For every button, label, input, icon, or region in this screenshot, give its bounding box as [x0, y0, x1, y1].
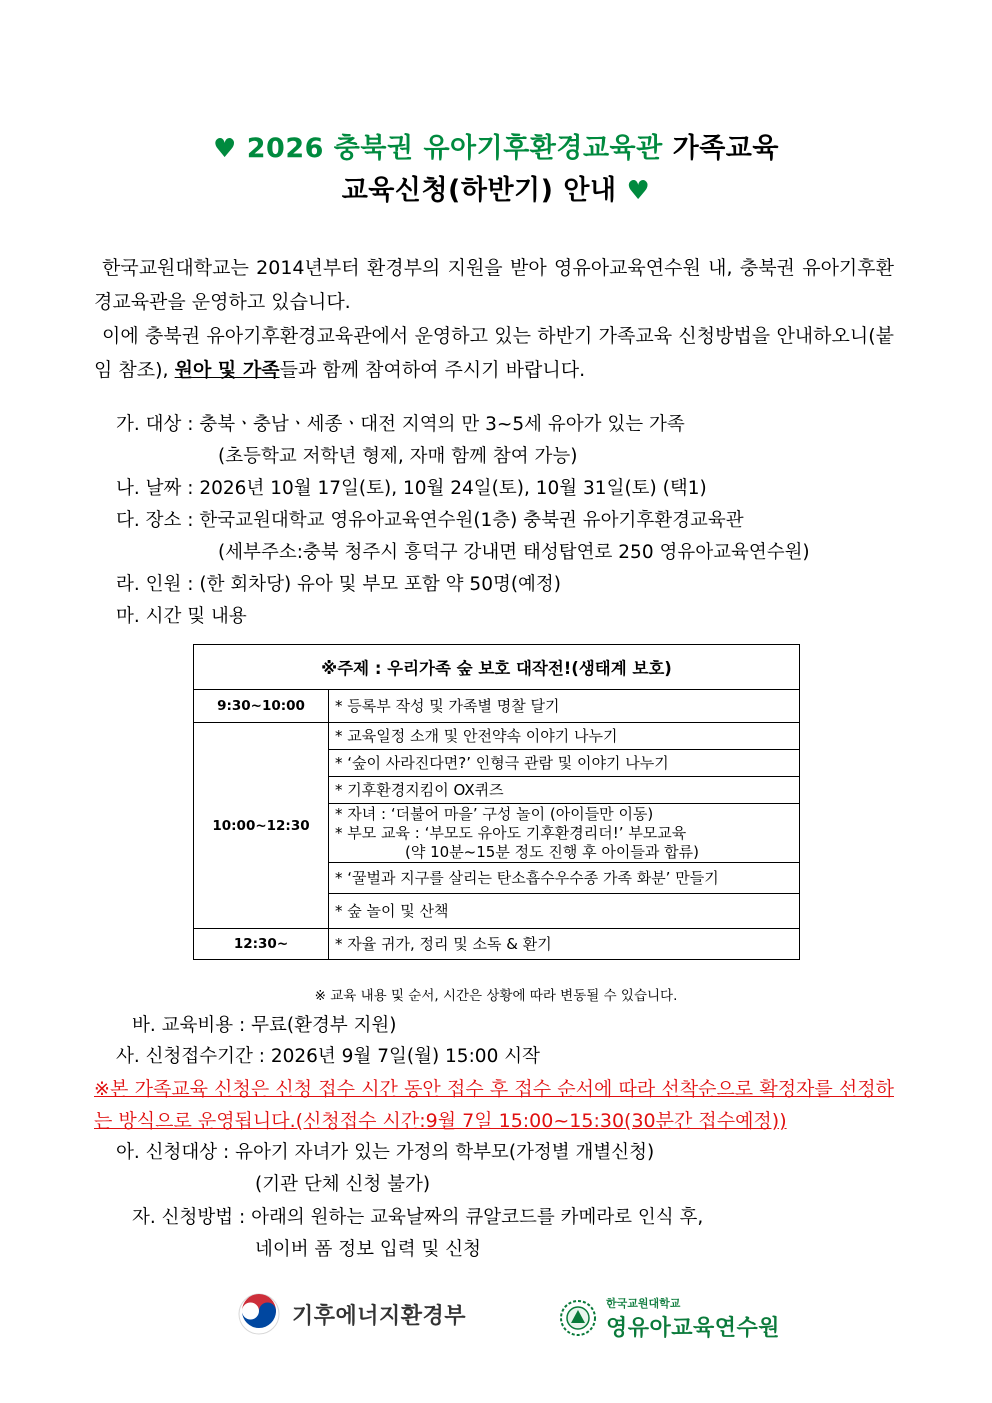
- intro-paragraph-2: [94, 319, 894, 387]
- warning-notice: ※본 가족교육 신청은 신청 접수 시간 동안 접수 후 접수 순서에 따라 선착순으로 확정자를 선정하는 방식으로 운영됩니다.(신청접수 시간:9월 7일 15:00~15:30(30분간 접수예정)): [94, 1078, 894, 1132]
- schedule-header: ※주제 : 우리가족 숲 보호 대작전!(생태계 보호): [194, 645, 800, 690]
- heart-icon: ♥: [213, 134, 237, 164]
- item-date: 나. 날짜 : 2026년 10월 17일(토), 10월 24일(토), 10월 31일(토) (택1): [116, 478, 707, 499]
- item-target-sub: (초등학교 저학년 형제, 자매 함께 참여 가능): [218, 446, 578, 467]
- ministry-logo: [236, 1290, 466, 1338]
- activity-cell: * 기후환경지킴이 OX퀴즈: [329, 777, 800, 804]
- schedule-table: [193, 644, 800, 960]
- activity-cell: * ‘숲이 사라진다면?’ 인형극 관람 및 이야기 나누기: [329, 750, 800, 777]
- intro-text-2b: 들과 함께 참여하여 주시기 바랍니다.: [279, 359, 586, 381]
- activity-cell: [329, 804, 800, 863]
- institute-emblem-icon: [558, 1298, 598, 1338]
- institute-univ-name: 한국교원대학교: [606, 1296, 681, 1310]
- item-apply-method: 자. 신청방법 : 아래의 원하는 교육날짜의 큐알코드를 카메라로 인식 후,: [132, 1207, 704, 1228]
- title-subtitle: 교육신청(하반기) 안내: [341, 175, 617, 206]
- item-apply-target: 아. 신청대상 : 유아기 자녀가 있는 가정의 학부모(가정별 개별신청): [116, 1142, 655, 1163]
- item-place-sub: (세부주소:충북 청주시 흥덕구 강내면 태성탑연로 250 영유아교육연수원): [218, 542, 810, 563]
- time-cell: 10:00~12:30: [194, 723, 329, 929]
- title-black-text: 가족교육: [672, 133, 779, 164]
- activity-line: * 자녀 : ‘더불어 마을’ 구성 놀이 (아이들만 이동): [335, 804, 654, 823]
- time-cell: 9:30~10:00: [194, 690, 329, 723]
- title-green-text: 2026 충북권 유아기후환경교육관: [246, 133, 663, 164]
- table-row: [194, 723, 800, 750]
- item-time-content: 마. 시간 및 내용: [116, 606, 247, 627]
- activity-cell: * 숲 놀이 및 산책: [329, 894, 800, 929]
- activity-cell: * 등록부 작성 및 가족별 명찰 달기: [329, 690, 800, 723]
- title-line-1: [0, 126, 992, 165]
- intro-text-2a: 이에 충북권 유아기후환경교육관에서 운영하고 있는 하반기 가족교육 신청방법을 안내하오니(붙임 참조),: [94, 325, 894, 381]
- item-cost: 바. 교육비용 : 무료(환경부 지원): [132, 1015, 397, 1036]
- activity-cell: * 자율 귀가, 정리 및 소독 & 환기: [329, 929, 800, 960]
- heart-icon: ♥: [626, 176, 651, 206]
- time-cell: 12:30~: [194, 929, 329, 960]
- intro-paragraph-1: [94, 251, 894, 319]
- item-apply-period: 사. 신청접수기간 : 2026년 9월 7일(월) 15:00 시작: [116, 1046, 540, 1067]
- institute-logo: [558, 1294, 780, 1342]
- title-line-2: [0, 168, 992, 207]
- item-apply-method-sub: 네이버 폼 정보 입력 및 신청: [255, 1239, 481, 1260]
- activity-cell: * 교육일정 소개 및 안전약속 이야기 나누기: [329, 723, 800, 750]
- institute-name: 영유아교육연수원: [606, 1315, 781, 1341]
- table-row: [194, 645, 800, 690]
- activity-line: * 부모 교육 : ‘부모도 유아도 기후환경리더!’ 부모교육: [335, 823, 687, 842]
- activity-cell: * ‘꿀벌과 지구를 살리는 탄소흡수우수종 가족 화분’ 만들기: [329, 863, 800, 894]
- item-target: 가. 대상 : 충북ㆍ충남ㆍ세종ㆍ대전 지역의 만 3~5세 유아가 있는 가족: [116, 414, 685, 435]
- item-apply-target-sub: (기관 단체 신청 불가): [255, 1174, 431, 1195]
- intro-text-1: 한국교원대학교는 2014년부터 환경부의 지원을 받아 영유아교육연수원 내, 충북권 유아기후환경교육관을 운영하고 있습니다.: [94, 257, 894, 313]
- table-row: [194, 690, 800, 723]
- item-people: 라. 인원 : (한 회차당) 유아 및 부모 포함 약 50명(예정): [116, 574, 562, 595]
- table-row: [194, 929, 800, 960]
- schedule-note: ※ 교육 내용 및 순서, 시간은 상황에 따라 변동될 수 있습니다.: [314, 988, 678, 1004]
- ministry-name: 기후에너지환경부: [292, 1303, 467, 1329]
- item-place: 다. 장소 : 한국교원대학교 영유아교육연수원(1층) 충북권 유아기후환경교육관: [116, 510, 744, 531]
- institute-text: [606, 1295, 780, 1342]
- taegeuk-icon: [236, 1291, 282, 1337]
- activity-line: (약 10분~15분 정도 진행 후 아이들과 합류): [405, 842, 699, 861]
- intro-underlined-text: 원아 및 가족: [174, 359, 280, 381]
